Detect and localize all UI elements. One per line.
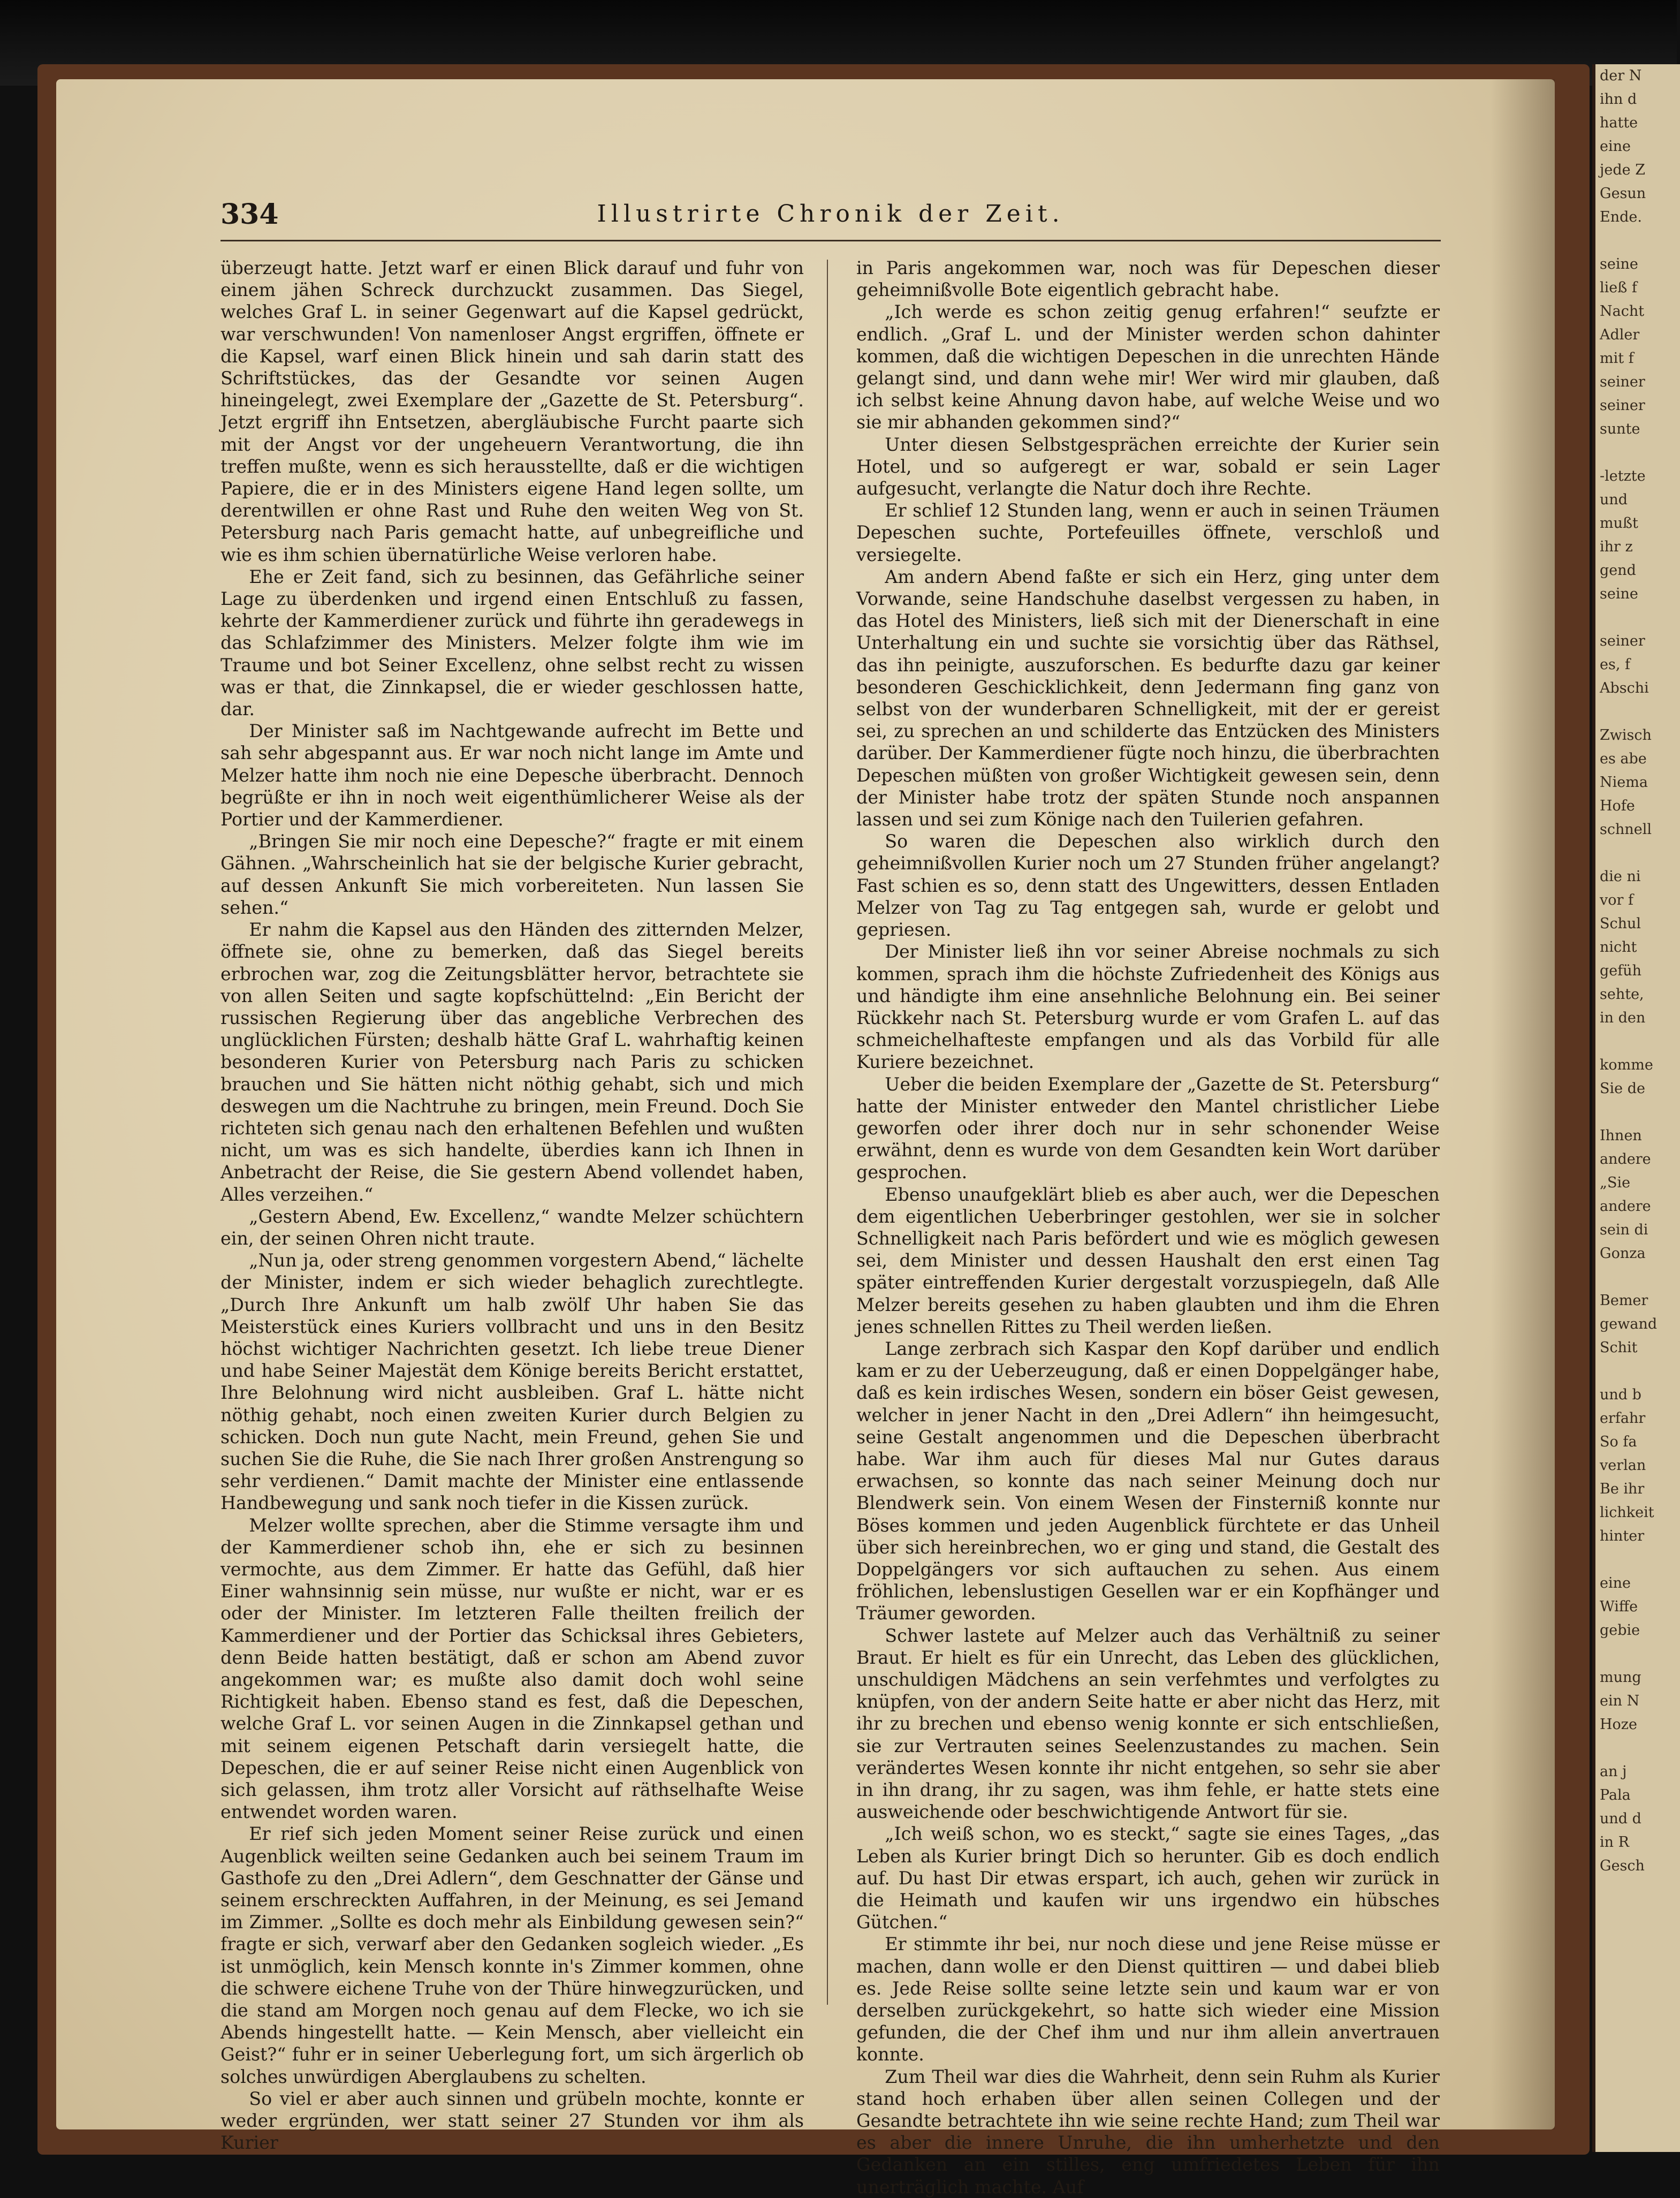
facing-page-line: gefüh xyxy=(1600,962,1642,979)
facing-page-line: gewand xyxy=(1600,1316,1658,1332)
paragraph: Ueber die beiden Exemplare der „Gazette de St. Petersburg“ hatte der Minister entweder den Mantel christlicher Liebe geworfen oder ihrer doch nur in sehr schonender Weise erwähnt, denn es wurde von dem Gesandten kein Wort darüber gesprochen. xyxy=(856,1073,1440,1183)
facing-page-line: vor f xyxy=(1600,892,1633,908)
facing-page-line: erfahr xyxy=(1600,1410,1646,1427)
facing-page-line: gend xyxy=(1600,562,1636,579)
facing-page-line: Pala xyxy=(1600,1787,1631,1803)
facing-page-line: nicht xyxy=(1600,939,1637,956)
facing-page-line: andere xyxy=(1600,1151,1651,1168)
facing-page-line: es, f xyxy=(1600,656,1630,673)
facing-page-line: verlan xyxy=(1600,1457,1646,1474)
facing-page-line: Hofe xyxy=(1600,798,1635,814)
page-header xyxy=(221,198,1441,236)
paragraph: So viel er aber auch sinnen und grübeln mochte, konnte er weder ergründen, wer statt seiner 27 Stunden vor ihm als Kurier xyxy=(221,2088,804,2154)
facing-page-line: lichkeit xyxy=(1600,1504,1654,1521)
right-column xyxy=(856,257,1440,2197)
facing-page-line: seiner xyxy=(1600,374,1645,390)
facing-page-line: jede Z xyxy=(1600,162,1645,178)
paragraph: Er schlief 12 Stunden lang, wenn er auch in seinen Träumen Depeschen suchte, Portefeuilles öffnete, verschloß und versiegelte. xyxy=(856,500,1440,565)
facing-page-line: Ende. xyxy=(1600,209,1642,225)
facing-page-line: es abe xyxy=(1600,751,1647,767)
facing-page-line xyxy=(1595,1030,1680,1053)
facing-page-line: und d xyxy=(1600,1810,1641,1827)
facing-page-line: der N xyxy=(1600,67,1642,84)
running-title: Illustrirte Chronik der Zeit. xyxy=(597,200,1065,228)
paragraph: Lange zerbrach sich Kaspar den Kopf darüber und endlich kam er zu der Ueberzeugung, daß er einen Doppelgänger habe, daß es kein irdisches Wesen, sondern ein böser Geist gewesen, welcher in jener Nacht in den „Drei Adlern“ ihn heimgesucht, seine Gestalt angenommen und die Depeschen überbracht habe. War ihm auch für dieses Mal nur Gutes daraus erwachsen, so konnte das nach seiner Meinung doch nur Blendwerk sein. Von einem Wesen der Finsterniß konnte nur Böses kommen und jeden Augenblick fürchtete er das Unheil über sich hereinbrechen, wo er ging und stand, die Gestalt des Doppelgängers vor sich auftauchen zu sehen. Aus einem fröhlichen, lebenslustigen Gesellen war er ein Kopfhänger und Träumer geworden. xyxy=(856,1338,1440,1624)
facing-page-line: sein di xyxy=(1600,1222,1648,1238)
paragraph: „Nun ja, oder streng genommen vorgestern Abend,“ lächelte der Minister, indem er sich wieder behaglich zurechtlegte. „Durch Ihre Ankunft um halb zwölf Uhr haben Sie das Meisterstück eines Kuriers vollbracht und uns in den Besitz höchst wichtiger Nachrichten gesetzt. Ich liebe treue Diener und habe Seiner Majestät dem Könige bereits Bericht erstattet, Ihre Belohnung wird nicht ausbleiben. Graf L. hätte nicht nöthig gehabt, noch einen zweiten Kurier durch Belgien zu schicken. Doch nun gute Nacht, mein Freund, gehen Sie und suchen Sie die Ruhe, die Sie nach Ihrer großen Anstrengung so sehr verdienen.“ Damit machte der Minister eine entlassende Handbewegung und sank noch tiefer in die Kissen zurück. xyxy=(221,1250,804,1514)
paragraph: überzeugt hatte. Jetzt warf er einen Blick darauf und fuhr von einem jähen Schreck durchzuckt zusammen. Das Siegel, welches Graf L. in seiner Gegenwart auf die Kapsel gedrückt, war verschwunden! Von namenloser Angst ergriffen, öffnete er die Kapsel, warf einen Blick hinein und sah darin statt des Schriftstückes, das der Gesandte vor seinen Augen hineingelegt, zwei Exemplare der „Gazette de St. Petersburg“. Jetzt ergriff ihn Entsetzen, abergläubische Furcht paarte sich mit der Angst vor der ungeheuern Verantwortung, die ihn treffen mußte, wenn es sich herausstellte, daß er die wichtigen Papiere, die er in des Ministers eigene Hand legen sollte, um derentwillen er ohne Rast und Ruhe den weiten Weg von St. Petersburg nach Paris gemacht hatte, auf unbegreifliche und wie es ihm schien übernatürliche Weise verloren habe. xyxy=(221,257,804,565)
facing-page-line: Adler xyxy=(1600,327,1640,343)
paragraph: „Gestern Abend, Ew. Excellenz,“ wandte Melzer schüchtern ein, der seinen Ohren nicht traute. xyxy=(221,1206,804,1249)
facing-page-line: Sie de xyxy=(1600,1080,1645,1097)
facing-page-line: seiner xyxy=(1600,633,1645,649)
facing-page-line: eine xyxy=(1600,1575,1631,1591)
facing-page-line xyxy=(1595,700,1680,724)
facing-page-line: andere xyxy=(1600,1198,1651,1215)
facing-page-line: an j xyxy=(1600,1763,1627,1780)
facing-page-line: Wiffe xyxy=(1600,1598,1638,1615)
facing-page-line xyxy=(1595,1265,1680,1289)
facing-page-line: „Sie xyxy=(1600,1174,1631,1191)
facing-page-line: Gonza xyxy=(1600,1245,1646,1262)
facing-page-line xyxy=(1595,441,1680,465)
paragraph: Ebenso unaufgeklärt blieb es aber auch, wer die Depeschen dem eigentlichen Ueberbringer gestohlen, wer sie in solcher Schnelligkeit nach Paris befördert und wie es möglich gewesen sei, dem Minister und dessen Haushalt den erst einen Tag später eintreffenden Kurier dergestalt vorzuspiegeln, daß Alle Melzer bereits gesehen zu haben glaubten und ihm die Ehren jenes schnellen Rittes zu Theil werden ließen. xyxy=(856,1184,1440,1337)
facing-page-line: eine xyxy=(1600,138,1631,155)
facing-page-line xyxy=(1595,1548,1680,1572)
facing-page-line: und xyxy=(1600,491,1628,508)
paragraph: Er nahm die Kapsel aus den Händen des zitternden Melzer, öffnete sie, ohne zu bemerken, daß das Siegel bereits erbrochen war, zog die Zeitungsblätter hervor, betrachtete sie von allen Seiten und sagte kopfschüttelnd: „Ein Bericht der russischen Regierung über das angebliche Verbrechen des unglücklichen Fürsten; deshalb hätte Graf L. wahrhaftig keinen besonderen Kurier von Petersburg nach Paris zu schicken brauchen und Sie hätten nicht nöthig gehabt, sich und mich deswegen um die Nachtruhe zu bringen, mein Freund. Doch Sie richteten sich genau nach den erhaltenen Befehlen und wußten nicht, um was es sich handelte, überdies kann ich Ihnen in Anbetracht der Reise, die Sie gestern Abend vollendet haben, Alles verzeihen.“ xyxy=(221,919,804,1205)
facing-page-line: und b xyxy=(1600,1386,1641,1403)
facing-page-line: Zwisch xyxy=(1600,727,1652,744)
facing-page-line: gebie xyxy=(1600,1622,1640,1639)
facing-page-line: Schul xyxy=(1600,915,1641,932)
paragraph: Melzer wollte sprechen, aber die Stimme versagte ihm und der Kammerdiener schob ihn, ehe er sich zu besinnen vermochte, aus dem Zimmer. Er hatte das Gefühl, daß hier Einer wahnsinnig sein müsse, nur wußte er nicht, war er es oder der Minister. Im letzteren Falle theilten freilich der Kammerdiener und der Portier das Schicksal ihres Gebieters, denn Beide hatten bestätigt, daß er schon am Abend zuvor angekommen war; es mußte also damit doch wohl seine Richtigkeit haben. Ebenso stand es fest, daß die Depeschen, welche Graf L. vor seinen Augen in die Zinnkapsel gethan und mit seinem eigenen Petschaft darin versiegelt hatte, die Depeschen, die er auf seiner Reise nicht einen Augenblick von sich gelassen, ihm trotz aller Vorsicht auf räthselhafte Weise entwendet worden waren. xyxy=(221,1514,804,1823)
facing-page-line xyxy=(1595,842,1680,865)
paragraph: „Bringen Sie mir noch eine Depesche?“ fragte er mit einem Gähnen. „Wahrscheinlich hat sie der belgische Kurier gebracht, auf dessen Ankunft Sie mich vorbereiteten. Nun lassen Sie sehen.“ xyxy=(221,831,804,918)
facing-page-line: die ni xyxy=(1600,868,1641,885)
facing-page-line: in R xyxy=(1600,1834,1629,1851)
paragraph: Ehe er Zeit fand, sich zu besinnen, das Gefährliche seiner Lage zu überdenken und irgend einen Entschluß zu fassen, kehrte der Kammerdiener zurück und führte ihn geradewegs in das Schlafzimmer des Ministers. Melzer folgte ihm wie im Traume und bot Seiner Excellenz, ohne selbst recht zu wissen was er that, die Zinnkapsel, die er wieder geschlossen hatte, dar. xyxy=(221,566,804,720)
facing-page-line: sunte xyxy=(1600,421,1640,437)
facing-page-line: in den xyxy=(1600,1010,1646,1026)
facing-page-line: -letzte xyxy=(1600,468,1646,484)
facing-page-line: Be ihr xyxy=(1600,1481,1645,1497)
facing-page-line xyxy=(1595,1101,1680,1124)
paragraph: Der Minister ließ ihn vor seiner Abreise nochmals zu sich kommen, sprach ihm die höchste Zufriedenheit des Königs aus und händigte ihm eine ansehnliche Belohnung ein. Bei seiner Rückkehr nach St. Petersburg wurde er vom Grafen L. auf das schmeichelhafteste empfangen und als das Vorbild für alle Kuriere bezeichnet. xyxy=(856,941,1440,1073)
column-divider xyxy=(827,260,828,2005)
page-number: 334 xyxy=(221,198,279,231)
facing-page-line: Gesun xyxy=(1600,185,1646,202)
facing-page-line: mit f xyxy=(1600,350,1634,367)
paragraph: Unter diesen Selbstgesprächen erreichte der Kurier sein Hotel, und so aufgeregt er war, sobald er sein Lager aufgesucht, verlangte die Natur doch ihre Rechte. xyxy=(856,434,1440,499)
facing-page-line: Gesch xyxy=(1600,1858,1645,1874)
paragraph: Schwer lastete auf Melzer auch das Verhältniß zu seiner Braut. Er hielt es für ein Unrecht, das Leben des glücklichen, unschuldigen Mädchens an sein verfehmtes und verfolgtes zu knüpfen, von der andern Seite hatte er aber nicht das Herz, mit ihr zu brechen und ebenso wenig konnte er sich entschließen, sie zur Vertrauten seines Seelenzustandes zu machen. Sein verändertes Wesen konnte ihr nicht entgehen, so sehr sie aber in ihn drang, ihr zu sagen, was ihm fehle, er hatte stets eine ausweichende oder beschwichtigende Antwort für sie. xyxy=(856,1625,1440,1823)
facing-page-line: Niema xyxy=(1600,774,1648,791)
gutter-shadow xyxy=(1491,79,1555,2129)
facing-page-line: Hoze xyxy=(1600,1716,1638,1733)
paragraph: „Ich werde es schon zeitig genug erfahren!“ seufzte er endlich. „Graf L. und der Minister werden schon dahinter kommen, daß die wichtigen Depeschen in die unrechten Hände gelangt sind, und dann wehe mir! Wer wird mir glauben, daß ich selbst keine Ahnung davon habe, auf welche Weise und wo sie mir abhanden gekommen sind?“ xyxy=(856,301,1440,433)
facing-page-line: hinter xyxy=(1600,1528,1645,1544)
facing-page-line: Bemer xyxy=(1600,1292,1648,1309)
facing-page-line: seine xyxy=(1600,256,1638,272)
facing-page-line: sehte, xyxy=(1600,986,1644,1003)
facing-page-line: seiner xyxy=(1600,397,1645,414)
facing-page-line: ihr z xyxy=(1600,539,1633,555)
facing-page-line: Nacht xyxy=(1600,303,1645,320)
paragraph: Er stimmte ihr bei, nur noch diese und jene Reise müsse er machen, dann wolle er den Dienst quittiren — und dabei blieb es. Jede Reise sollte seine letzte sein und kaum war er von derselben zurückgekehrt, so hatte sich wieder eine Mission gefunden, die der Chef ihm und nur ihm allein anvertrauen konnte. xyxy=(856,1934,1440,2065)
paragraph: Der Minister saß im Nachtgewande aufrecht im Bette und sah sehr abgespannt aus. Er war noch nicht lange im Amte und Melzer hatte ihm noch nie eine Depesche überbracht. Dennoch begrüßte er ihn in noch weit eigenthümlicherer Weise als der Portier und der Kammerdiener. xyxy=(221,721,804,830)
paragraph: So waren die Depeschen also wirklich durch den geheimnißvollen Kurier noch um 27 Stunden früher angelangt? Fast schien es so, denn statt des Ungewitters, dessen Entladen Melzer von Tag zu Tag entgegen sah, wurde er gelobt und gepriesen. xyxy=(856,831,1440,941)
facing-page-fragment xyxy=(1592,64,1680,2152)
facing-page-line: Abschi xyxy=(1600,680,1649,696)
facing-page-line: seine xyxy=(1600,586,1638,602)
facing-page-line xyxy=(1595,1360,1680,1383)
facing-page-line: mung xyxy=(1600,1669,1641,1686)
facing-page-line: komme xyxy=(1600,1057,1653,1073)
header-rule xyxy=(221,240,1441,241)
facing-page-line xyxy=(1595,229,1680,253)
facing-page-line xyxy=(1595,1737,1680,1760)
facing-page-line: mußt xyxy=(1600,515,1638,532)
paragraph: Am andern Abend faßte er sich ein Herz, ging unter dem Vorwande, seine Handschuhe daselbst vergessen zu haben, in das Hotel des Ministers, ließ sich mit der Dienerschaft in eine Unterhaltung ein und suchte sie vorsichtig über das Räthsel, das ihn peinigte, auszuforschen. Es bedurfte dazu gar keiner besonderen Geschicklichkeit, denn Jedermann fing ganz von selbst von der wunderbaren Schnelligkeit, mit der er gereist sei, zu sprechen an und schilderte das Entzücken des Ministers darüber. Der Kammerdiener fügte noch hinzu, die überbrachten Depeschen müßten von großer Wichtigkeit gewesen sein, denn der Minister habe trotz der späten Stunde noch anspannen lassen und sei zum Könige nach den Tuilerien gefahren. xyxy=(856,566,1440,830)
facing-page-line: Ihnen xyxy=(1600,1127,1642,1144)
paragraph: Er rief sich jeden Moment seiner Reise zurück und einen Augenblick weilten seine Gedanken auch bei seinem Traum im Gasthofe zu den „Drei Adlern“, dem Geschnatter der Gänse und seinem erschreckten Auffahren, in der Meinung, es sei Jemand im Zimmer. „Sollte es doch mehr als Einbildung gewesen sein?“ fragte er sich, verwarf aber den Gedanken sogleich wieder. „Es ist unmöglich, kein Mensch konnte in's Zimmer kommen, ohne die schwere eichene Truhe von der Thüre hinwegzurücken, und die stand am Morgen noch genau auf dem Flecke, wo ich sie Abends hingestellt hatte. — Kein Mensch, aber vielleicht ein Geist?“ fuhr er in seiner Ueberlegung fort, um sich ärgerlich ob solches unwürdigen Aberglaubens zu schelten. xyxy=(221,1823,804,2087)
left-column xyxy=(221,257,804,2154)
paragraph: „Ich weiß schon, wo es steckt,“ sagte sie eines Tages, „das Leben als Kurier bringt Dich so herunter. Gib es doch endlich auf. Du hast Dir etwas erspart, ich auch, gehen wir zurück in die Heimath und kaufen wir uns irgendwo ein hübsches Gütchen.“ xyxy=(856,1823,1440,1933)
facing-page-line: ein N xyxy=(1600,1693,1640,1709)
facing-page-line xyxy=(1595,1642,1680,1666)
paragraph: Zum Theil war dies die Wahrheit, denn sein Ruhm als Kurier stand hoch erhaben über allen seinen Collegen und der Gesandte betrachtete ihn wie seine rechte Hand; zum Theil war es aber die innere Unruhe, die ihn umherhetzte und den Gedanken an ein stilles, eng umfriedetes Leben für ihn unerträglich machte. Auf xyxy=(856,2066,1440,2197)
facing-page-line: ihn d xyxy=(1600,91,1637,108)
facing-page-line: ließ f xyxy=(1600,279,1637,296)
facing-page-line: hatte xyxy=(1600,115,1638,131)
facing-page-line: So fa xyxy=(1600,1434,1637,1450)
facing-page-line: Schit xyxy=(1600,1339,1638,1356)
paragraph: in Paris angekommen war, noch was für Depeschen dieser geheimnißvolle Bote eigentlich gebracht habe. xyxy=(856,257,1440,301)
facing-page-line: schnell xyxy=(1600,821,1652,838)
facing-page-line xyxy=(1595,606,1680,630)
